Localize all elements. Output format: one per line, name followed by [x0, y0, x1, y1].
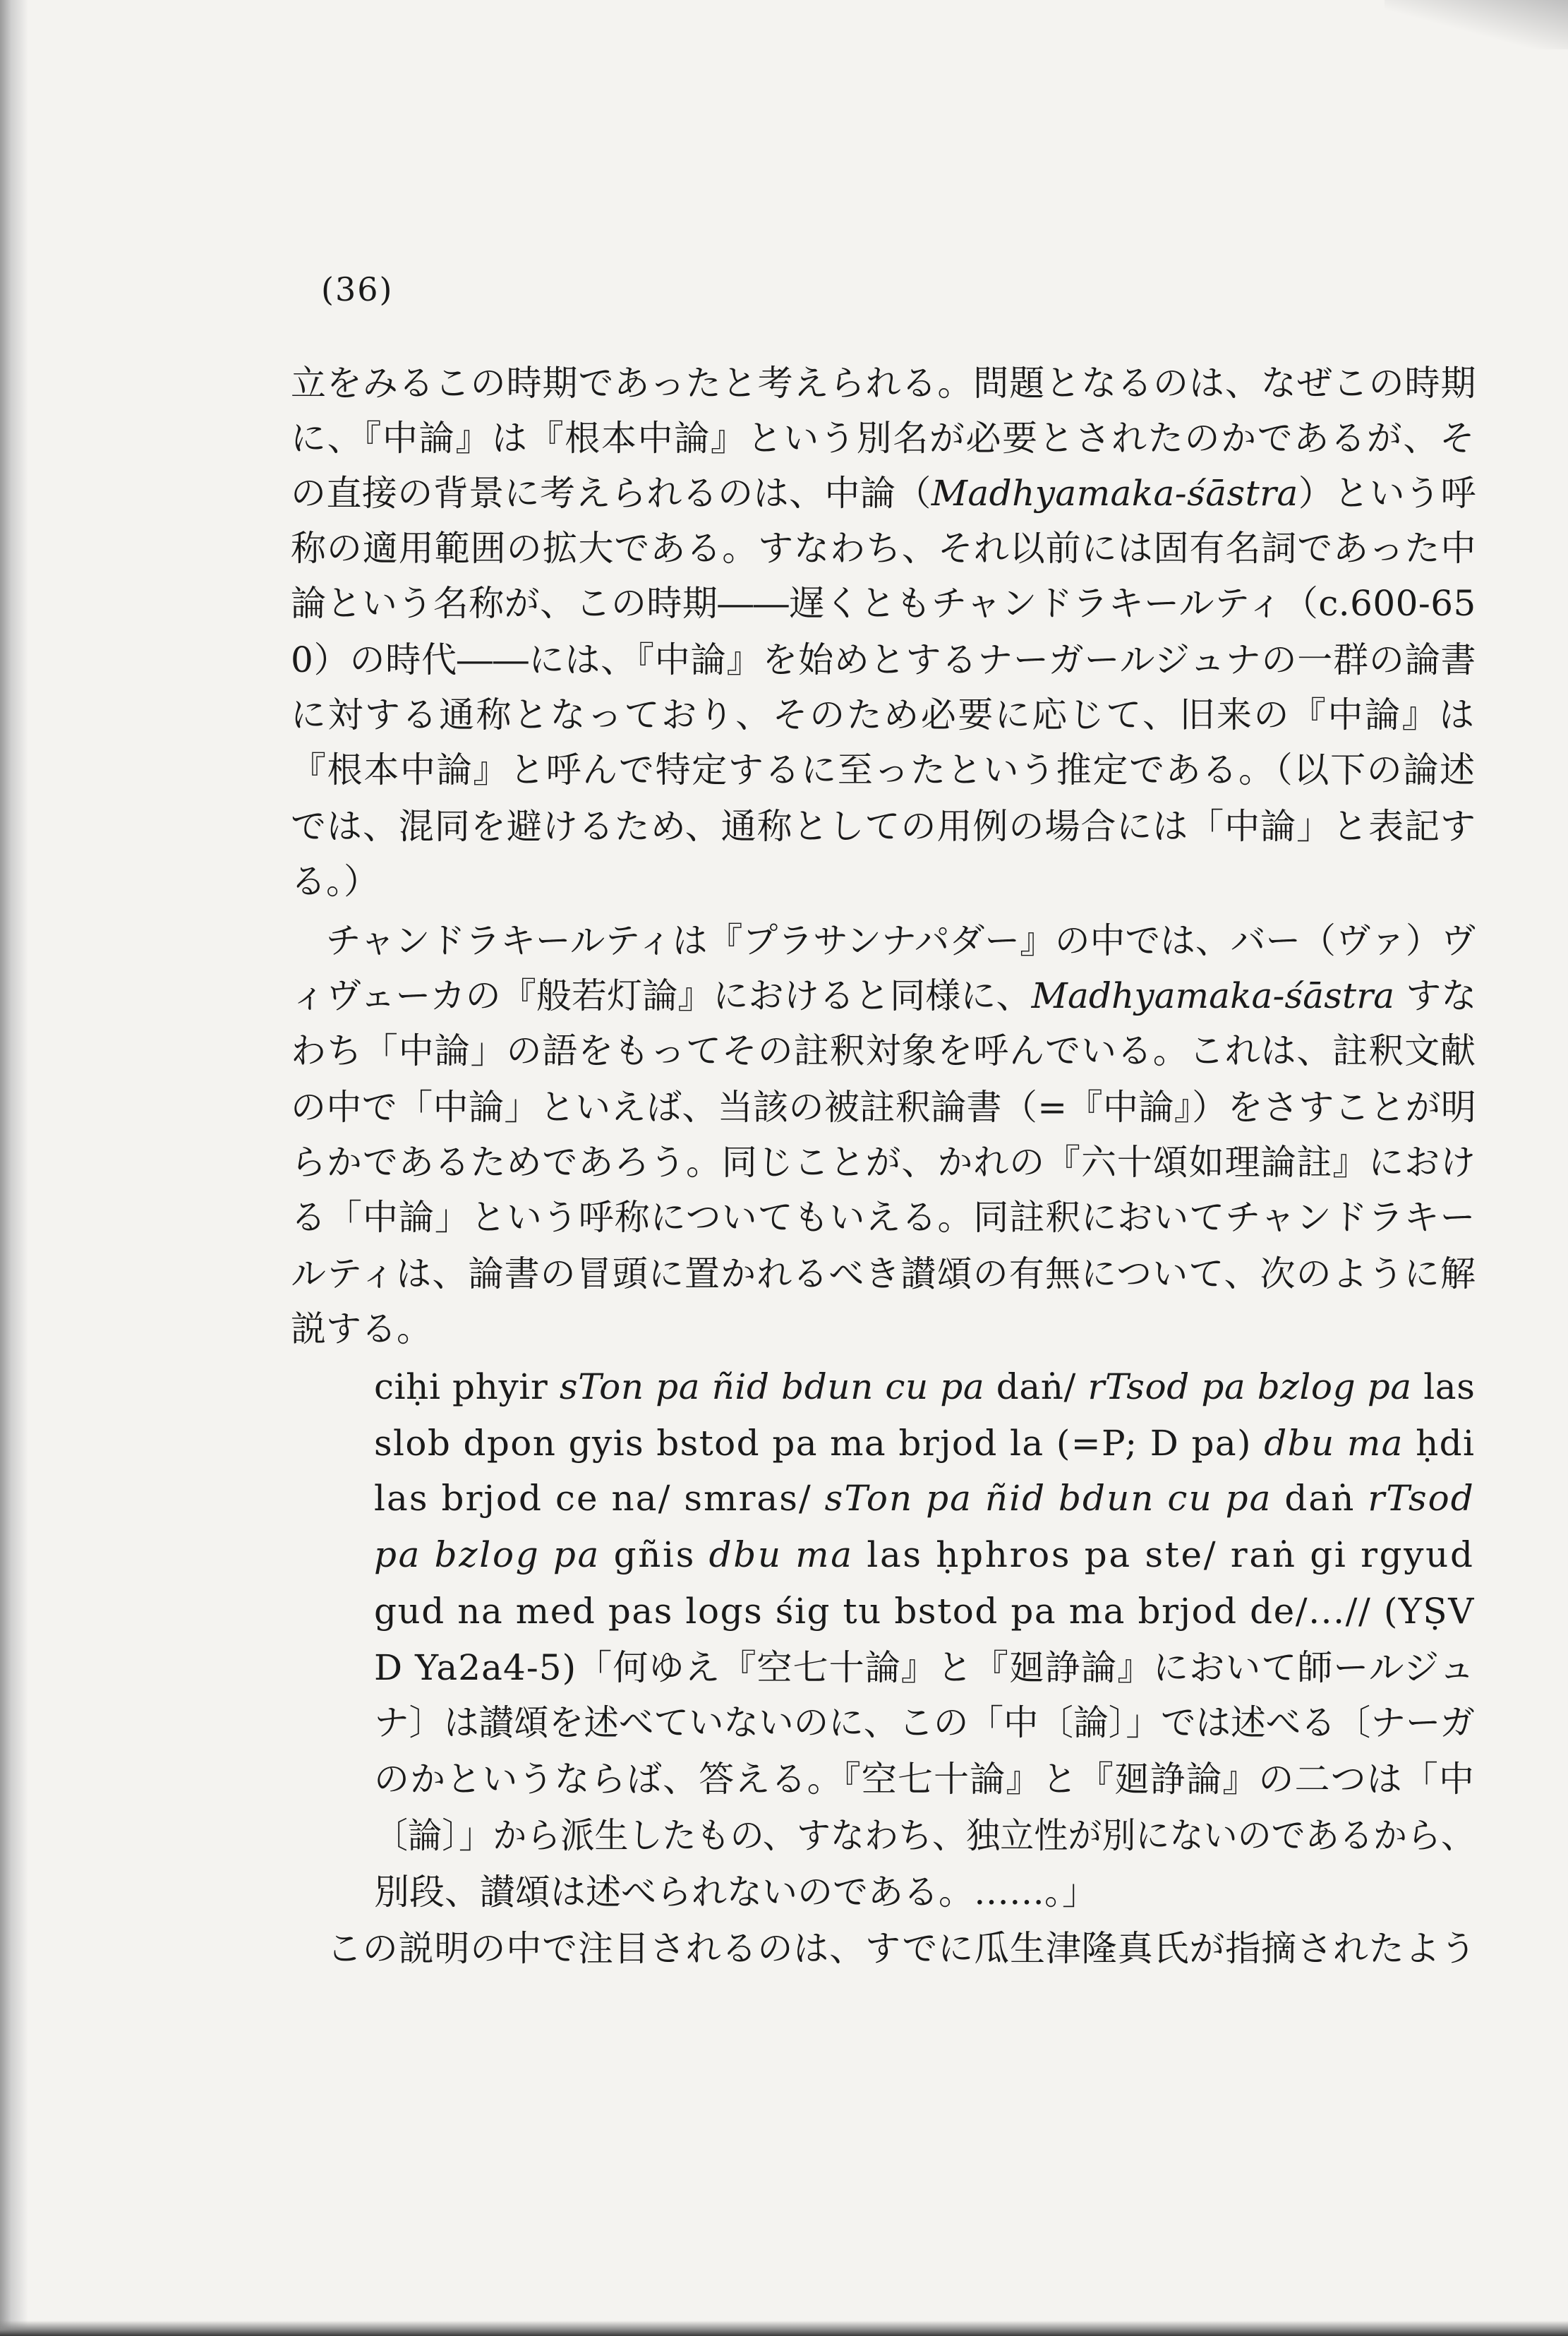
- text-line: [374, 1646, 1475, 1690]
- text-line: [291, 1307, 432, 1351]
- text-line: [374, 1421, 1475, 1465]
- text-line: [374, 1589, 1475, 1633]
- text-line: [291, 748, 1476, 792]
- text-run: 別段、讃頌は述べられないのである。……。」: [374, 1872, 1097, 1913]
- text-run: las: [1411, 1366, 1476, 1407]
- scan-edge-bottom: [0, 2320, 1568, 2336]
- text-line: [291, 1085, 1476, 1129]
- italic-term: dbu ma: [1264, 1423, 1404, 1464]
- text-run: 説する。: [291, 1308, 432, 1349]
- text-line: [291, 919, 1476, 963]
- italic-term: Madhyamaka-śāstra: [1031, 975, 1395, 1016]
- italic-term: Madhyamaka-śāstra: [931, 473, 1298, 514]
- italic-term: sTon pa ñid bdun cu pa: [559, 1366, 985, 1407]
- text-run: すな: [1394, 975, 1477, 1016]
- italic-term: rTsod pa bzlog pa: [1087, 1366, 1412, 1407]
- text-line: [374, 1757, 1475, 1801]
- text-run: 0）の時代――には、『中論』を始めとするナーガールジュナの一群の論書: [291, 639, 1477, 680]
- text-run: 称の適用範囲の拡大である。すなわち、それ以前には固有名詞であった中: [291, 528, 1477, 569]
- scan-edge-left: [0, 0, 28, 2336]
- text-run: las ḥphros pa ste/ raṅ gi rgyud: [853, 1534, 1475, 1575]
- text-run: daṅ: [1272, 1478, 1368, 1519]
- text-run: 『根本中論』と呼んで特定するに至ったという推定である。（以下の論述: [291, 749, 1476, 790]
- text-run: ）という呼: [1298, 473, 1476, 514]
- text-run: る「中論」という呼称についてもいえる。同註釈においてチャンドラキー: [291, 1197, 1476, 1238]
- text-run: では、混同を避けるため、通称としての用例の場合には「中論」と表記す: [291, 806, 1476, 847]
- text-run: 論という名称が、この時期――遅くともチャンドラキールティ（c.600-65: [291, 583, 1476, 624]
- text-line: [291, 361, 1476, 405]
- text-run: slob dpon gyis bstod pa ma brjod la (=P; D pa): [374, 1423, 1265, 1464]
- text-run: gud na med pas logs śig tu bstod pa ma brjod de/...// (YṢV: [374, 1591, 1475, 1632]
- text-run: D Ya2a4-5)「何ゆえ『空七十論』と『廻諍論』において師ールジュ: [374, 1647, 1476, 1688]
- text-run: に、『中論』は『根本中論』という別名が必要とされたのかであるが、そ: [291, 418, 1476, 459]
- text-run: 立をみるこの時期であったと考えられる。問題となるのは、なぜこの時期: [291, 363, 1477, 404]
- text-run: の中で「中論」といえば、当該の被註釈論書（=『中論』）をさすことが明: [291, 1087, 1477, 1128]
- text-line: [291, 693, 1476, 737]
- text-line: [291, 1196, 1476, 1239]
- text-line: [291, 974, 1476, 1018]
- text-line: [374, 1533, 1475, 1577]
- text-run: gñis: [601, 1534, 709, 1575]
- text-line: [291, 1927, 1476, 1970]
- text-run: に対する通称となっており、そのため必要に応じて、旧来の『中論』は: [291, 694, 1476, 735]
- text-run: らかであるためであろう。同じことが、かれの『六十頌如理論註』におけ: [291, 1142, 1476, 1183]
- text-line: [291, 1029, 1476, 1073]
- page-number: (36): [321, 270, 394, 308]
- text-line: [374, 1365, 1475, 1409]
- text-run: daṅ/: [984, 1366, 1088, 1407]
- text-line: [291, 638, 1476, 682]
- text-line: [291, 526, 1476, 570]
- italic-term: dbu ma: [708, 1534, 854, 1575]
- text-line: [291, 1252, 1476, 1296]
- text-line: [291, 471, 1476, 515]
- text-line: [291, 860, 379, 903]
- scan-edge-top-right: [1385, 0, 1568, 49]
- text-run: ィヴェーカの『般若灯論』におけると同様に、: [291, 975, 1032, 1016]
- text-run: この説明の中で注目されるのは、すでに瓜生津隆真氏が指摘されたよう: [291, 1928, 1477, 1969]
- text-run: ciḥi phyir: [374, 1366, 560, 1407]
- italic-term: pa bzlog pa: [374, 1534, 601, 1575]
- text-line: [291, 582, 1476, 625]
- italic-term: sTon pa ñid bdun cu pa: [824, 1478, 1272, 1519]
- text-run: ナ〕は讃頌を述べていないのに、この「中〔論〕」では述べる〔ナーガ: [374, 1702, 1475, 1743]
- text-run: の直接の背景に考えられるのは、中論（: [291, 473, 931, 514]
- text-line: [291, 416, 1476, 460]
- text-run: チャンドラキールティは『プラサンナパダー』の中では、バー（ヴァ）ヴ: [291, 920, 1476, 961]
- text-line: [374, 1870, 1097, 1914]
- text-line: [291, 805, 1476, 848]
- text-run: のかというならば、答える。『空七十論』と『廻諍論』の二つは「中: [374, 1759, 1476, 1800]
- text-line: [374, 1701, 1475, 1745]
- text-run: ḥdi: [1403, 1423, 1476, 1464]
- text-line: [374, 1814, 1475, 1858]
- text-run: ルティは、論書の冒頭に置かれるべき讃頌の有無について、次のように解: [291, 1253, 1477, 1294]
- text-run: 〔論〕」から派生したもの、すなわち、独立性が別にないのであるから、: [374, 1815, 1475, 1856]
- italic-term: rTsod: [1368, 1478, 1475, 1519]
- text-line: [291, 1140, 1476, 1184]
- text-run: わち「中論」の語をもってその註釈対象を呼んでいる。これは、註釈文献: [291, 1030, 1476, 1071]
- text-run: る。）: [291, 861, 379, 902]
- text-run: las brjod ce na/ smras/: [374, 1478, 825, 1519]
- text-line: [374, 1476, 1475, 1520]
